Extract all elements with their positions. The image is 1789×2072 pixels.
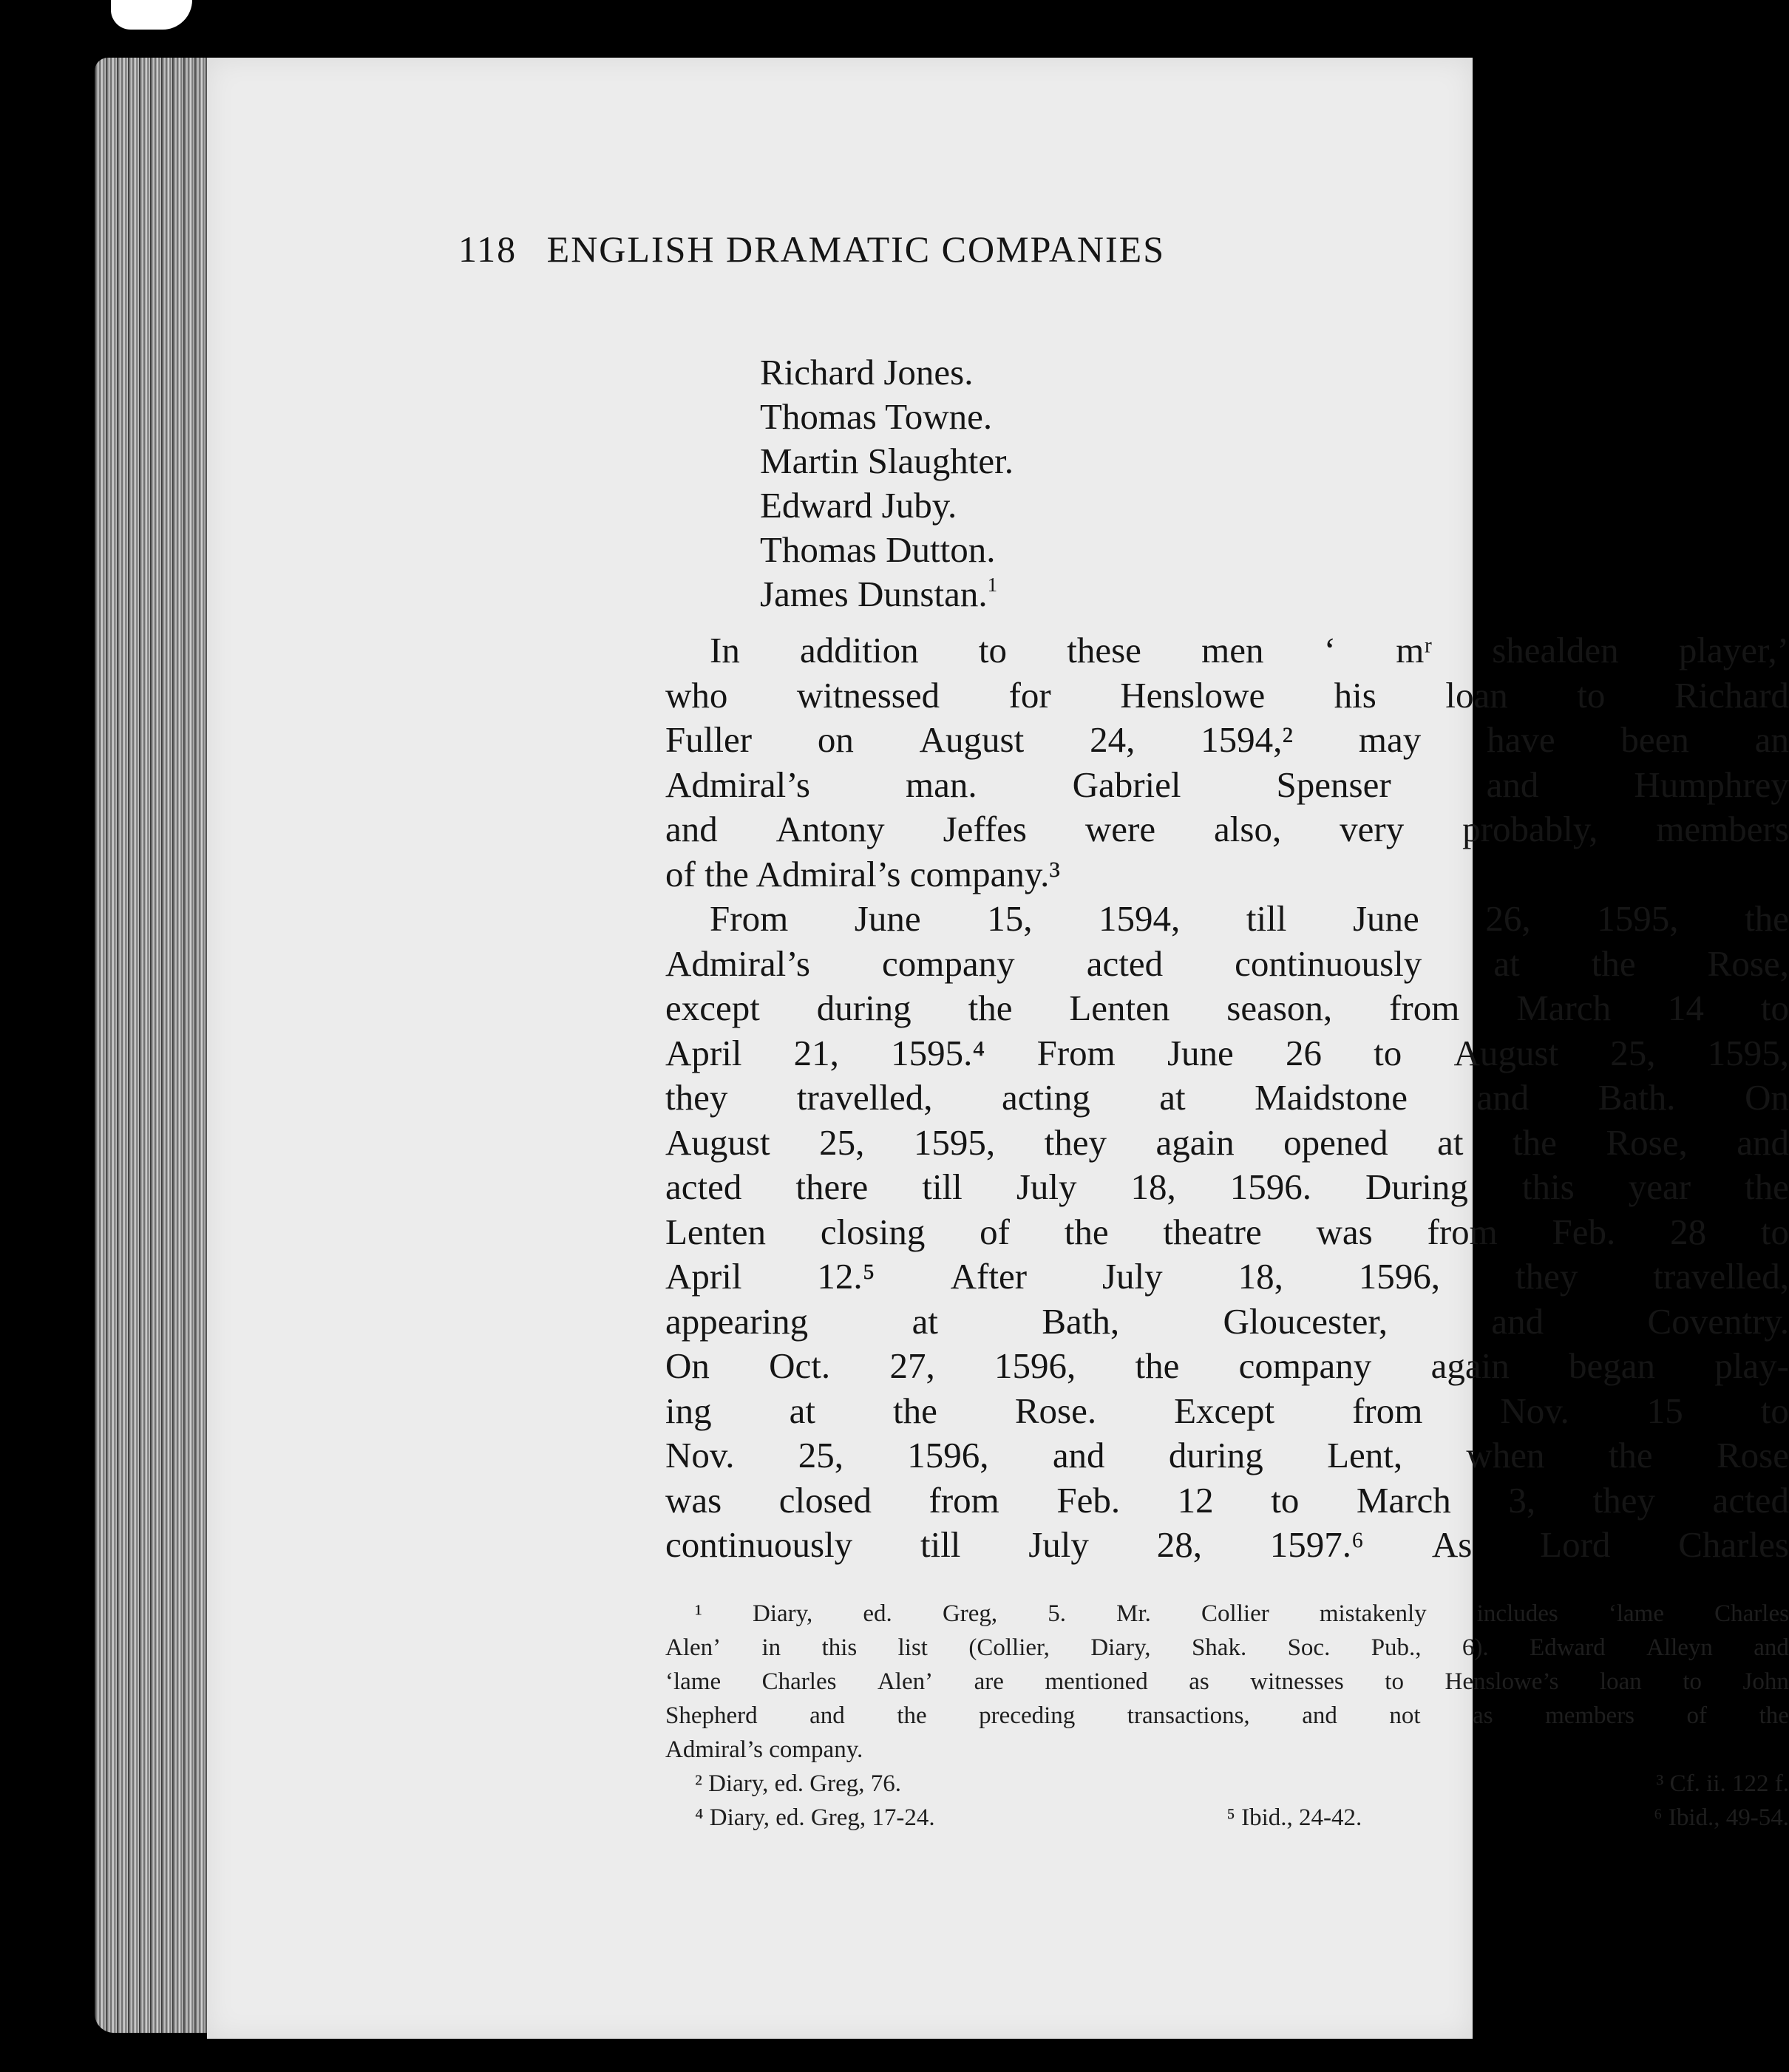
body-text bbox=[665, 628, 1789, 1568]
text-line: except during the Lenten season, from March 14 to bbox=[665, 988, 1789, 1028]
text-line: was closed from Feb. 12 to March 3, they acted bbox=[665, 1479, 1789, 1521]
text-line: April 12.⁵ After July 18, 1596, they travelled, bbox=[665, 1256, 1789, 1297]
text-line: Admiral’s man. Gabriel Spenser and Humphrey bbox=[665, 764, 1789, 805]
text-line: In addition to these men ‘ mʳ shealden player,’ bbox=[710, 630, 1789, 670]
footnote-line: Alen’ in this list (Collier, Diary, Shak. Soc. Pub., 6). Edward Alleyn and bbox=[665, 1634, 1789, 1661]
footnote-line: ¹ Diary, ed. Greg, 5. Mr. Collier mistakenly includes ‘lame Charles bbox=[695, 1600, 1789, 1627]
footnote-line: Admiral’s company. bbox=[665, 1736, 863, 1763]
text-line: ing at the Rose. Except from Nov. 15 to bbox=[665, 1390, 1789, 1431]
text-line: continuously till July 28, 1597.⁶ As Lord Charles bbox=[665, 1524, 1789, 1565]
text-line: of the Admiral’s company.³ bbox=[665, 853, 1061, 894]
list-item: James Dunstan. bbox=[760, 574, 988, 614]
footnote-marker: 1 bbox=[987, 573, 998, 596]
footnote-row bbox=[665, 1767, 1789, 1801]
text-line: Fuller on August 24, 1594,² may have been an bbox=[665, 719, 1789, 760]
footnotes bbox=[665, 1597, 1789, 1835]
footnote-row bbox=[665, 1801, 1789, 1835]
text-line: acted there till July 18, 1596. During this year the bbox=[665, 1166, 1789, 1207]
footnote-5: ⁵ Ibid., 24-42. bbox=[1226, 1804, 1362, 1831]
text-line: who witnessed for Henslowe his loan to Richard bbox=[665, 674, 1789, 716]
text-line: From June 15, 1594, till June 26, 1595, the bbox=[710, 898, 1789, 939]
text-line: appearing at Bath, Gloucester, and Coventry. bbox=[665, 1300, 1789, 1342]
list-item: Richard Jones. bbox=[760, 352, 974, 393]
page-number: 118 bbox=[458, 228, 517, 270]
text-line: Nov. 25, 1596, and during Lent, when the Rose bbox=[665, 1435, 1789, 1475]
running-title: ENGLISH DRAMATIC COMPANIES bbox=[546, 228, 1166, 270]
text-line: they travelled, acting at Maidstone and Bath. On bbox=[665, 1077, 1789, 1118]
text-line: April 21, 1595.⁴ From June 26 to August 25, 1595, bbox=[665, 1032, 1789, 1073]
list-item: Martin Slaughter. bbox=[760, 441, 1014, 481]
running-header bbox=[458, 228, 1538, 271]
footnote-2: ² Diary, ed. Greg, 76. bbox=[695, 1770, 902, 1797]
text-line: August 25, 1595, they again opened at the Rose, and bbox=[665, 1121, 1789, 1163]
text-line: Lenten closing of the theatre was from Feb. 28 to bbox=[665, 1211, 1789, 1252]
list-item: Thomas Dutton. bbox=[760, 529, 996, 570]
footnote-line: Shepherd and the preceding transactions, and not as members of the bbox=[665, 1702, 1789, 1729]
list-item: Edward Juby. bbox=[760, 485, 957, 526]
book-page bbox=[207, 58, 1789, 2039]
text-line: On Oct. 27, 1596, the company again began play- bbox=[665, 1345, 1789, 1386]
footnote-line: ‘lame Charles Alen’ are mentioned as witnesses to Henslowe’s loan to John bbox=[665, 1668, 1789, 1695]
footnote-6: ⁶ Ibid., 49-54. bbox=[1654, 1804, 1789, 1831]
actor-name-list bbox=[760, 350, 1014, 616]
list-item: Thomas Towne. bbox=[760, 396, 993, 437]
text-line: and Antony Jeffes were also, very probably, members bbox=[665, 809, 1789, 849]
list-item-with-note bbox=[760, 572, 1014, 616]
footnote-4: ⁴ Diary, ed. Greg, 17-24. bbox=[695, 1804, 935, 1831]
text-line: Admiral’s company acted continuously at the Rose, bbox=[665, 942, 1789, 984]
footnote-3: ³ Cf. ii. 122 f. bbox=[1656, 1770, 1789, 1797]
